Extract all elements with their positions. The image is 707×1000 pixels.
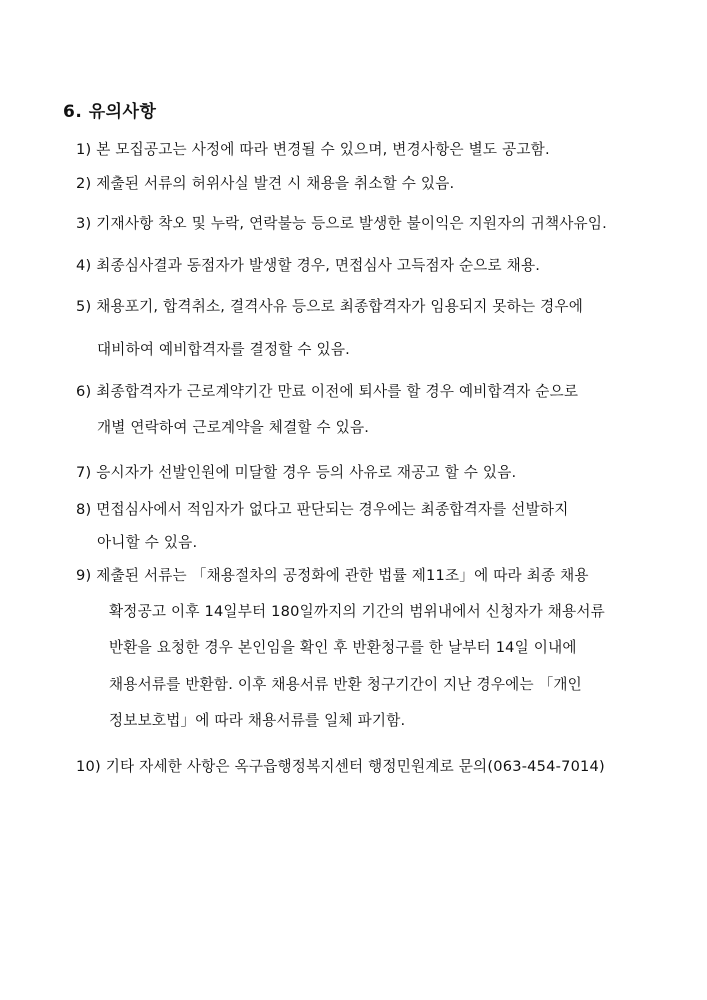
item-number: 9): [76, 567, 92, 584]
list-item: [76, 140, 550, 160]
section-heading: 6. 유의사항: [63, 102, 157, 122]
item-number: 7): [76, 464, 92, 481]
list-item: [76, 297, 583, 317]
list-item: [76, 174, 454, 194]
item-text: 기재사항 착오 및 누락, 연락불능 등으로 발생한 불이익은 지원자의 귀책사유임.: [96, 215, 607, 232]
item-text: 제출된 서류의 허위사실 발견 시 채용을 취소할 수 있음.: [96, 175, 455, 192]
list-item-continuation: 반환을 요청한 경우 본인임을 확인 후 반환청구를 한 날부터 14일 이내에: [109, 639, 577, 656]
item-number: 8): [76, 501, 92, 518]
list-item-continuation: 채용서류를 반환함. 이후 채용서류 반환 청구기간이 지난 경우에는 「개인: [109, 676, 582, 693]
item-text: 기타 자세한 사항은 옥구읍행정복지센터 행정민원계로 문의(063-454-7014): [105, 758, 605, 775]
item-text: 응시자가 선발인원에 미달할 경우 등의 사유로 재공고 할 수 있음.: [96, 464, 517, 481]
list-item: [76, 256, 540, 276]
item-number: 10): [76, 758, 101, 775]
list-item-continuation: 아니할 수 있음.: [97, 534, 198, 551]
item-text: 최종심사결과 동점자가 발생할 경우, 면접심사 고득점자 순으로 채용.: [96, 257, 541, 274]
list-item: [76, 382, 578, 402]
item-text: 채용포기, 합격취소, 결격사유 등으로 최종합격자가 임용되지 못하는 경우에: [96, 298, 584, 315]
list-item: [76, 757, 605, 777]
item-number: 6): [76, 383, 92, 400]
item-number: 1): [76, 141, 92, 158]
item-number: 2): [76, 175, 92, 192]
item-number: 4): [76, 257, 92, 274]
list-item: [76, 214, 607, 234]
item-text: 본 모집공고는 사정에 따라 변경될 수 있으며, 변경사항은 별도 공고함.: [96, 141, 550, 158]
item-number: 3): [76, 215, 92, 232]
item-text: 면접심사에서 적임자가 없다고 판단되는 경우에는 최종합격자를 선발하지: [96, 501, 569, 518]
item-number: 5): [76, 298, 92, 315]
list-item-continuation: 정보보호법」에 따라 채용서류를 일체 파기함.: [109, 712, 406, 729]
list-item: [76, 463, 516, 483]
item-text: 최종합격자가 근로계약기간 만료 이전에 퇴사를 할 경우 예비합격자 순으로: [96, 383, 579, 400]
list-item-continuation: 확정공고 이후 14일부터 180일까지의 기간의 범위내에서 신청자가 채용서류: [109, 603, 605, 620]
list-item: [76, 500, 569, 520]
list-item: [76, 566, 589, 586]
item-text: 제출된 서류는 「채용절차의 공정화에 관한 법률 제11조」에 따라 최종 채용: [96, 567, 589, 584]
list-item-continuation: 대비하여 예비합격자를 결정할 수 있음.: [97, 341, 350, 358]
list-item-continuation: 개별 연락하여 근로계약을 체결할 수 있음.: [97, 419, 370, 436]
